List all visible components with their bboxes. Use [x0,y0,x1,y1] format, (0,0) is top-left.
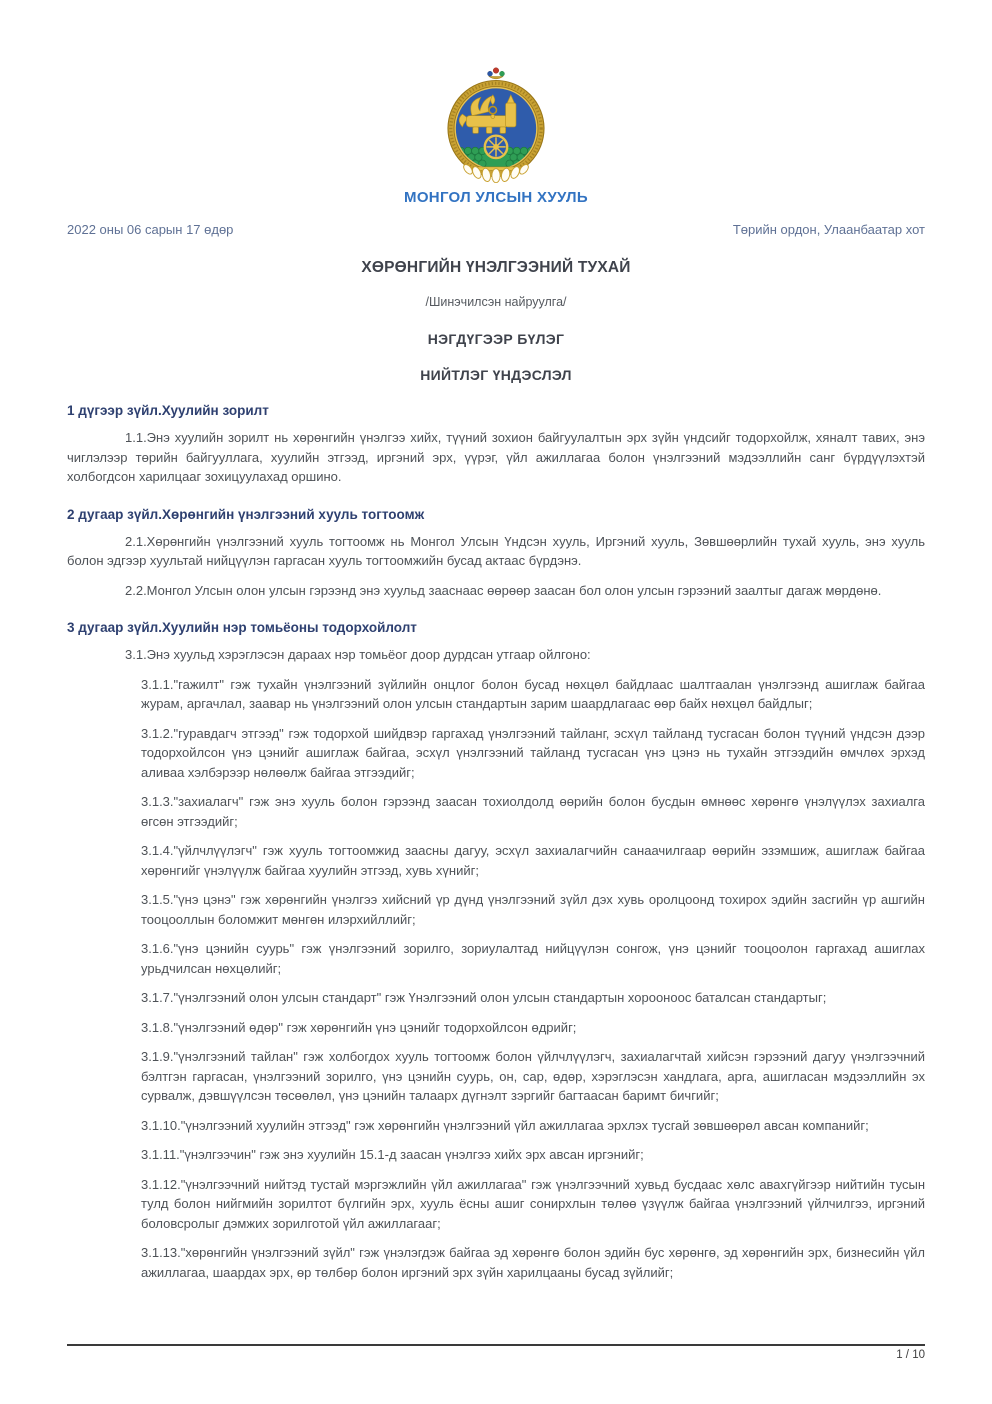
article-2-clause-2-2: 2.2.Монгол Улсын олон улсын гэрээнд энэ хуульд зааснаас өөрөөр заасан бол олон улсын гэрээний заалтыг дагаж мөрдөнө. [125,582,882,598]
document-meta-row [67,222,925,237]
definition-3-1-6: 3.1.6."үнэ цэнийн суурь" гэж үнэлгээний зорилго, зориулалтад нийцүүлэн сонгож, үнэ цэнийг тооцоолон гаргахад ашиглах урьдчилсан нөхцөлийг; [141,941,925,976]
document-title: ХӨРӨНГИЙН ҮНЭЛГЭЭНИЙ ТУХАЙ [361,259,631,276]
definition-3-1-12: 3.1.12."үнэлгээчний нийтэд тустай мэргэжлийн үйл ажиллагаа" гэж үнэлгээчний хувьд бусдаас хөлс авахгүйгээр нийтийн тусын тулд болон нийгмийн зорилтот бүлгийн эрх, хууль ёсны ашиг сонирхлын төлөө үзүүлж байгаа үнэлгээний үйлчилгээ, иргэний боловсролыг дэмжих зорилготой үйл ажиллагааг; [141,1176,925,1231]
definition-3-1-10: 3.1.10."үнэлгээний хуулийн этгээд" гэж хөрөнгийн үнэлгээний үйл ажиллагаа эрхлэх тусгай зөвшөөрөл авсан компанийг; [141,1117,869,1133]
definition-3-1-2: 3.1.2."гуравдагч этгээд" гэж тодорхой шийдвэр гаргахад үнэлгээний тайланг, эсхүл тайланд тусгасан болон түүний үндсэн дээр тодорхойлсон үнэ цэнийг ашиглаж байгаа, эсхүл үнэлгээний тайланд тусгасан үнэ цэнэ нь тухайн этгээдийн өмчлөх эрхэд аливаа хэлбэрээр нөлөөлж байгаа этгээдийг; [141,725,925,780]
definition-3-1-13: 3.1.13."хөрөнгийн үнэлгээний зүйл" гэж үнэлэгдэж байгаа эд хөрөнгө болон эдийн бус хөрөнгө, эд хөрөнгийн эрх, бизнесийн үйл ажиллагаа, шаардах эрх, өр төлбөр болон иргэний эрх зүйн харилцааны бусад зүйлийг; [141,1245,925,1280]
definition-3-1-3: 3.1.3."захиалагч" гэж энэ хууль болон гэрээнд заасан тохиолдолд өөрийн болон бусдын өмнөөс хөрөнгө үнэлүүлэх захиалга өгсөн этгээдийг; [141,794,925,829]
definition-3-1-4: 3.1.4."үйлчлүүлэгч" гэж хууль тогтоомжид заасны дагуу, эсхүл захиалагчийн санаачилгаар өөрийн эзэмшиж, ашиглаж байгаа хөрөнгийг үнэлүүлж байгаа хуулийн этгээд, хувь хүнийг; [141,843,925,878]
chapter-number: НЭГДҮГЭЭР БҮЛЭГ [427,331,565,347]
definition-3-1-7: 3.1.7."үнэлгээний олон улсын стандарт" гэж Үнэлгээний олон улсын стандартын хорооноос баталсан стандартыг; [141,990,827,1005]
wheel-icon [485,136,507,158]
definition-3-1-9: 3.1.9."үнэлгээний тайлан" гэж холбогдох хууль тогтоомж болон үйлчлүүлэгч, захиалагчтай хийсэн гэрээний дагуу үнэлгээчний бэлтгэн гаргасан, үнэлгээний зорилго, үнэ цэнийн суурь, он, сар, өдөр, хэрэглэсэн хандлага, арга, ашигласан мэдээллийн эх сурвалж, дэвшүүлсэн төсөөлөл, үнэ цэнийн талаарх дүгнэлт зэргийг багтаасан баримт бичгийг; [141,1049,925,1103]
article-3-clause-3-1: 3.1.Энэ хуульд хэрэглэсэн дараах нэр томьёог доор дурдсан утгаар ойлгоно: [125,647,591,662]
mongolia-state-emblem-icon [440,66,552,183]
law-label: МОНГОЛ УЛСЫН ХУУЛЬ [404,189,588,206]
article-3-heading: 3 дугаар зүйл.Хуулийн нэр томьёоны тодорхойлолт [67,620,417,635]
document-date: 2022 оны 06 сарын 17 өдөр [67,222,234,237]
document-header [67,66,925,383]
article-1-clause-1-1: 1.1.Энэ хуулийн зорилт нь хөрөнгийн үнэлгээ хийх, түүний зохион байгуулалтын эрх зүйн үндсийг тодорхойлж, хяналт тавих, энэ чиглэлээр төрийн байгууллага, хуулийн этгээд, иргэний эрх, үүрэг, үйл ажиллагаа болон үнэлгээний мэдээллийн санг бүрдүүлэхтэй холбогдсон харилцааг зохицуулахад оршино. [67,430,925,484]
document-subtitle: /Шинэчилсэн найруулга/ [425,295,567,309]
page-footer [67,1344,925,1361]
definition-3-1-11: 3.1.11."үнэлгээчин" гэж энэ хуулийн 15.1-д заасан үнэлгээ хийх эрх авсан иргэнийг; [141,1147,644,1162]
definition-3-1-1: 3.1.1."гажилт" гэж тухайн үнэлгээний зүйлийн онцлог болон бусад нөхцөл байдлаас шалтгаалан үнэлгээнд ашиглаж байгаа журам, аргачлал, заавар нь үнэлгээний олон улсын стандартын зарим шаардлагаас өөр байх нөхцөл байдлыг; [141,676,925,711]
chapter-title: НИЙТЛЭГ ҮНДЭСЛЭЛ [420,367,572,383]
emblem-container [67,66,925,183]
definition-3-1-8: 3.1.8."үнэлгээний өдөр" гэж хөрөнгийн үнэ цэнийг тодорхойлсон өдрийг; [141,1019,577,1035]
definition-3-1-5: 3.1.5."үнэ цэнэ" гэж хөрөнгийн үнэлгээ хийсний үр дүнд үнэлгээний зүйл дэх хувь оролцоонд тохирох эдийн засгийн үр ашгийн тооцооллын боломжит мөнгөн илэрхийллийг; [141,892,925,927]
document-body [67,403,925,1282]
article-2-clause-2-1: 2.1.Хөрөнгийн үнэлгээний хууль тогтоомж нь Монгол Улсын Үндсэн хууль, Иргэний хууль, Зөвшөөрлийн тухай хууль, энэ хууль болон эдгээр хуультай нийцүүлэн гаргасан хууль тогтоомжийн бусад актаас бүрдэнэ. [67,533,925,568]
document-location: Төрийн ордон, Улаанбаатар хот [732,222,925,237]
jewel-ornament-icon [488,68,505,79]
article-1-heading: 1 дүгээр зүйл.Хуулийн зорилт [67,403,269,418]
page-number: 1 / 10 [896,1349,925,1361]
article-2-heading: 2 дугаар зүйл.Хөрөнгийн үнэлгээний хууль тогтоомж [67,506,425,522]
